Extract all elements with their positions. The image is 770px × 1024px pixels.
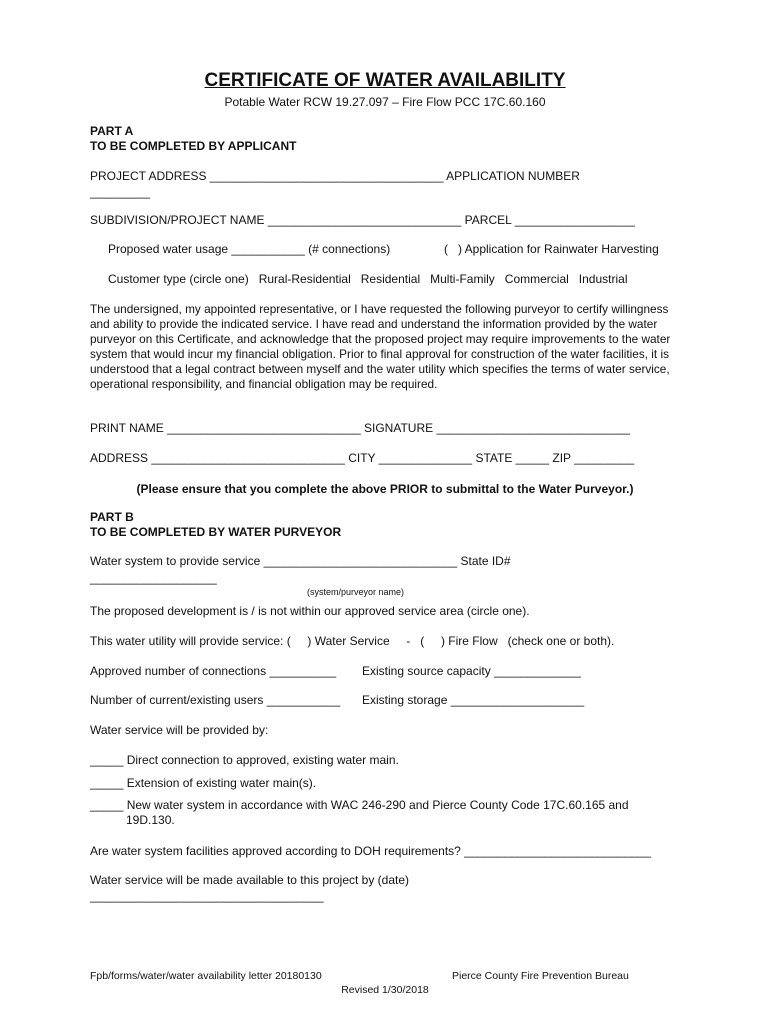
address-city-state-zip-field[interactable]: ADDRESS _____________________________ CITY ______________ STATE _____ ZIP _________ [90,451,635,465]
part-b-heading: PART B [90,510,134,524]
option-extension[interactable]: _____ Extension of existing water main(s). [90,776,317,790]
customer-type-options[interactable]: Customer type (circle one) Rural-Residential Residential Multi-Family Commercial Industrial [108,272,628,286]
subdivision-field[interactable]: SUBDIVISION/PROJECT NAME _____________________________ PARCEL __________________ [90,213,635,227]
water-usage-field[interactable]: Proposed water usage ___________ (# connections) [108,242,391,256]
option-direct-connection[interactable]: _____ Direct connection to approved, existing water main. [90,753,399,767]
provided-by-label: Water service will be provided by: [90,723,269,737]
option-new-system-cont: 19D.130. [126,813,175,827]
footer-bureau: Pierce County Fire Prevention Bureau [452,970,629,982]
available-date-label: Water service will be made available to this project by (date) [90,873,410,887]
applicant-statement: The undersigned, my appointed representative, or I have requested the following purveyor to certify willingness and ability to provide the indicated service. I have read and understand the information provided by the water purveyor on this Certificate, and acknowledge that the proposed project may require improvements to the water system that would incur my financial obligation. Prior to final approval for construction of the water facilities, it is understood that a legal contract between myself and the water utility which specifies the terms of water service, operational responsibility, and financial obligation may be required. [90,302,671,391]
existing-storage-field[interactable]: Existing storage ____________________ [362,693,585,707]
available-date-field[interactable]: ___________________________________ [90,889,324,903]
footer-revised: Revised 1/30/2018 [341,984,429,996]
project-address-field[interactable]: PROJECT ADDRESS ___________________________________ APPLICATION NUMBER [90,169,580,183]
approved-connections-field[interactable]: Approved number of connections __________ [90,664,337,678]
part-a-heading: PART A [90,124,134,138]
state-id-field[interactable]: ___________________ [90,571,217,585]
current-users-field[interactable]: Number of current/existing users ___________ [90,693,341,707]
submittal-notice: (Please ensure that you complete the above PRIOR to submittal to the Water Purveyor.) [136,482,634,496]
source-capacity-field[interactable]: Existing source capacity _____________ [362,664,581,678]
page-title: CERTIFICATE OF WATER AVAILABILITY [204,70,566,91]
system-purveyor-caption: (system/purveyor name) [307,587,405,597]
doh-question-field[interactable]: Are water system facilities approved according to DOH requirements? ____________________________ [90,844,652,858]
water-system-field[interactable]: Water system to provide service _____________________________ State ID# [90,554,511,568]
project-address-continuation[interactable]: _________ [90,185,151,199]
service-area-statement[interactable]: The proposed development is / is not within our approved service area (circle one). [90,604,530,618]
part-a-subheading: TO BE COMPLETED BY APPLICANT [90,139,297,153]
footer-form-path: Fpb/forms/water/water availability letter 20180130 [90,970,322,982]
print-name-signature-field[interactable]: PRINT NAME _____________________________ SIGNATURE _____________________________ [90,421,630,435]
page-subtitle: Potable Water RCW 19.27.097 – Fire Flow PCC 17C.60.160 [224,95,546,109]
option-new-system[interactable]: _____ New water system in accordance with WAC 246-290 and Pierce County Code 17C.60.165 and [90,798,629,812]
utility-service-checkboxes[interactable]: This water utility will provide service: ( ) Water Service - ( ) Fire Flow (check one or both). [90,634,615,648]
rainwater-checkbox[interactable]: ( ) Application for Rainwater Harvesting [444,242,659,256]
part-b-subheading: TO BE COMPLETED BY WATER PURVEYOR [90,525,342,539]
